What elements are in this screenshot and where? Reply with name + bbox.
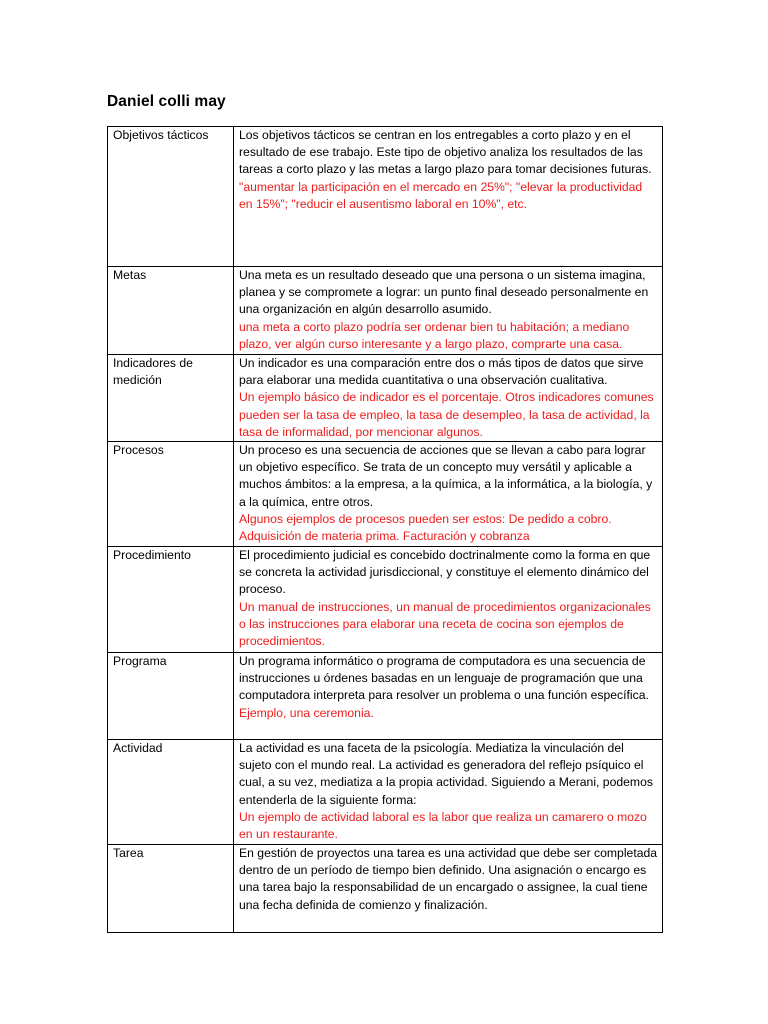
term-cell: Actividad <box>108 740 234 845</box>
example-text: Un ejemplo básico de indicador es el porcentaje. Otros indicadores comunes pueden ser la tasa de empleo, la tasa de desempleo, la tasa de actividad, la tasa de informalidad, por mencionar algunos. <box>239 390 654 439</box>
term-cell: Metas <box>108 267 234 355</box>
term-cell: Procesos <box>108 442 234 547</box>
term-cell: Programa <box>108 653 234 740</box>
definition-text: Un programa informático o programa de computadora es una secuencia de instrucciones u órdenes basadas en un lenguaje de programación que una computadora interpreta para resolver un problema o una función específica. <box>239 654 649 703</box>
table-row <box>108 442 663 547</box>
table-row <box>108 267 663 355</box>
definition-text: Un proceso es una secuencia de acciones que se llevan a cabo para lograr un objetivo específico. Se trata de un concepto muy versátil y aplicable a muchos ámbitos: a la empresa, a la química, a la informática, a la biología, y a la química, entre otros. <box>239 443 653 509</box>
definitions-table <box>107 126 663 933</box>
definition-cell <box>234 653 663 740</box>
example-text: una meta a corto plazo podría ser ordenar bien tu habitación; a mediano plazo, ver algún curso interesante y a largo plazo, comprarte una casa. <box>239 319 630 351</box>
definition-cell <box>234 442 663 547</box>
definition-cell <box>234 127 663 267</box>
definition-text: El procedimiento judicial es concebido doctrinalmente como la forma en que se concreta la actividad jurisdiccional, y constituye el elemento dinámico del proceso. <box>239 548 651 597</box>
definition-text: Un indicador es una comparación entre dos o más tipos de datos que sirve para elaborar una medida cuantitativa o una observación cualitativa. <box>239 356 644 388</box>
table-row <box>108 845 663 933</box>
definition-text: En gestión de proyectos una tarea es una actividad que debe ser completada dentro de un período de tiempo bien definido. Una asignación o encargo es una tarea bajo la responsabilidad de un encargado o assignee, la cual tiene una fecha definida de comienzo y finalización. <box>239 846 658 912</box>
table-row <box>108 127 663 267</box>
table-row <box>108 653 663 740</box>
term-cell: Tarea <box>108 845 234 933</box>
term-cell: Procedimiento <box>108 547 234 653</box>
definition-cell <box>234 547 663 653</box>
page-title: Daniel colli may <box>107 93 226 110</box>
definition-cell <box>234 845 663 933</box>
term-cell: Indicadores de medición <box>108 355 234 442</box>
example-text: Algunos ejemplos de procesos pueden ser estos: De pedido a cobro. Adquisición de materia prima. Facturación y cobranza <box>239 511 612 544</box>
definition-cell <box>234 355 663 442</box>
term-cell: Objetivos tácticos <box>108 127 234 267</box>
definition-text: Una meta es un resultado deseado que una persona o un sistema imagina, planea y se compromete a lograr: un punto final deseado personalmente en una organización en algún desarrollo asumido. <box>239 268 649 317</box>
table-row <box>108 355 663 442</box>
table-row <box>108 547 663 653</box>
example-text: "aumentar la participación en el mercado en 25%"; "elevar la productividad en 15%"; "reducir el ausentismo laboral en 10%", etc. <box>239 179 643 211</box>
example-text: Un manual de instrucciones, un manual de procedimientos organizacionales o las instrucciones para elaborar una receta de cocina son ejemplos de procedimientos. <box>239 599 651 649</box>
table-row <box>108 740 663 845</box>
example-text: Un ejemplo de actividad laboral es la labor que realiza un camarero o mozo en un restaurante. <box>239 809 647 842</box>
example-text: Ejemplo, una ceremonia. <box>239 705 374 720</box>
definition-text: Los objetivos tácticos se centran en los entregables a corto plazo y en el resultado de ese trabajo. Este tipo de objetivo analiza los resultados de las tareas a corto plazo y las metas a largo plazo para tomar decisiones futuras. <box>239 128 652 177</box>
definition-cell <box>234 267 663 355</box>
definition-cell <box>234 740 663 845</box>
definition-text: La actividad es una faceta de la psicología. Mediatiza la vinculación del sujeto con el mundo real. La actividad es generadora del reflejo psíquico el cual, a su vez, mediatiza a la propia actividad. Siguiendo a Merani, podemos entenderla de la siguiente forma: <box>239 741 653 807</box>
